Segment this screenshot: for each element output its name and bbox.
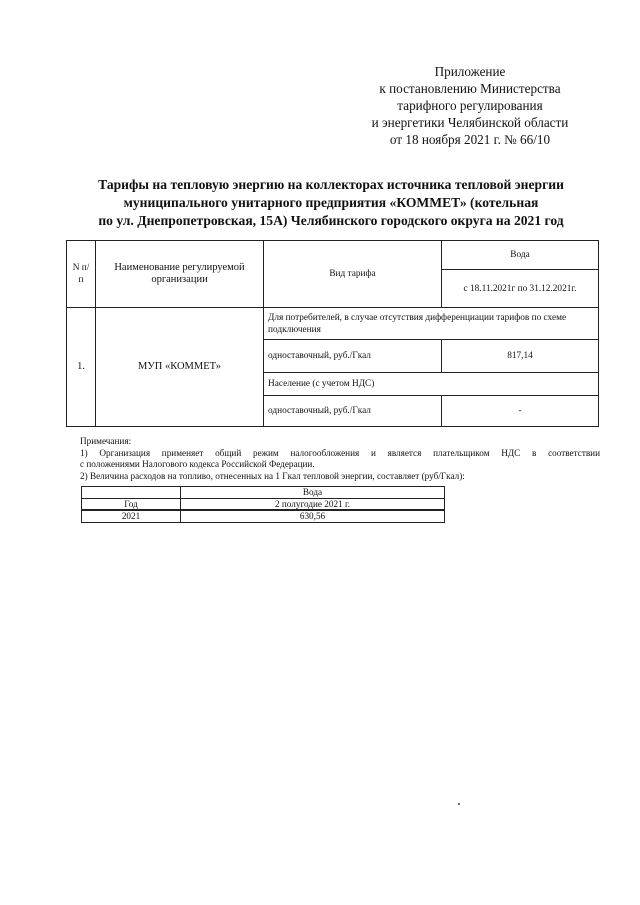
tariff-value: -: [442, 396, 599, 427]
title-line: муниципального унитарного предприятия «КОММЕТ» (котельная: [123, 195, 539, 210]
tariff-value: 817,14: [442, 340, 599, 373]
header-org: Наименование регулируемой организации: [96, 241, 264, 308]
fuel-value: 630,56: [181, 510, 445, 522]
note-2: 2) Величина расходов на топливо, отнесенных на 1 Гкал тепловой энергии, составляет (руб/Гкал):: [80, 470, 465, 481]
population-note: Население (с учетом НДС): [264, 373, 599, 396]
tariff-table: [66, 240, 599, 427]
header-period: с 18.11.2021г по 31.12.2021г.: [442, 270, 599, 308]
appendix-line: тарифного регулирования: [397, 98, 543, 113]
title-line: Тарифы на тепловую энергию на коллекторах источника тепловой энергии: [98, 177, 564, 192]
fuel-header-period: 2 полугодие 2021 г.: [181, 498, 445, 510]
fuel-header-water: Вода: [181, 487, 445, 499]
tariff-type-single: одноставочный, руб./Гкал: [264, 340, 442, 373]
note-1-cont: с положениями Налогового кодекса Российской Федерации.: [80, 459, 315, 469]
fuel-empty-cell: [82, 487, 181, 499]
notes-heading: Примечания:: [80, 436, 132, 446]
fuel-year: 2021: [82, 510, 181, 522]
title-line: по ул. Днепропетровская, 15А) Челябинского городского округа на 2021 год: [98, 213, 564, 228]
header-tariff-type: Вид тарифа: [264, 241, 442, 308]
fuel-header-year: Год: [82, 498, 181, 510]
appendix-line: от 18 ноября 2021 г. № 66/10: [389, 132, 551, 147]
appendix-line: Приложение: [434, 64, 506, 79]
document-title: [56, 176, 606, 230]
appendix-line: к постановлению Министерства: [379, 81, 561, 96]
appendix-line: и энергетики Челябинской области: [371, 115, 569, 130]
row-org: МУП «КОММЕТ»: [96, 308, 264, 427]
header-water: Вода: [442, 241, 599, 270]
scan-speck: [458, 803, 460, 805]
tariff-type-single: одноставочный, руб./Гкал: [264, 396, 442, 427]
appendix-header: [340, 63, 600, 148]
consumers-note: Для потребителей, в случае отсутствия дифференциации тарифов по схеме подключения: [264, 308, 599, 340]
fuel-table: [81, 486, 445, 523]
notes: [80, 436, 600, 482]
header-num: N п/п: [67, 241, 96, 308]
note-1: 1) Организация применяет общий режим налогообложения и является плательщиком НДС в соответствии: [80, 447, 600, 458]
row-num: 1.: [67, 308, 96, 427]
